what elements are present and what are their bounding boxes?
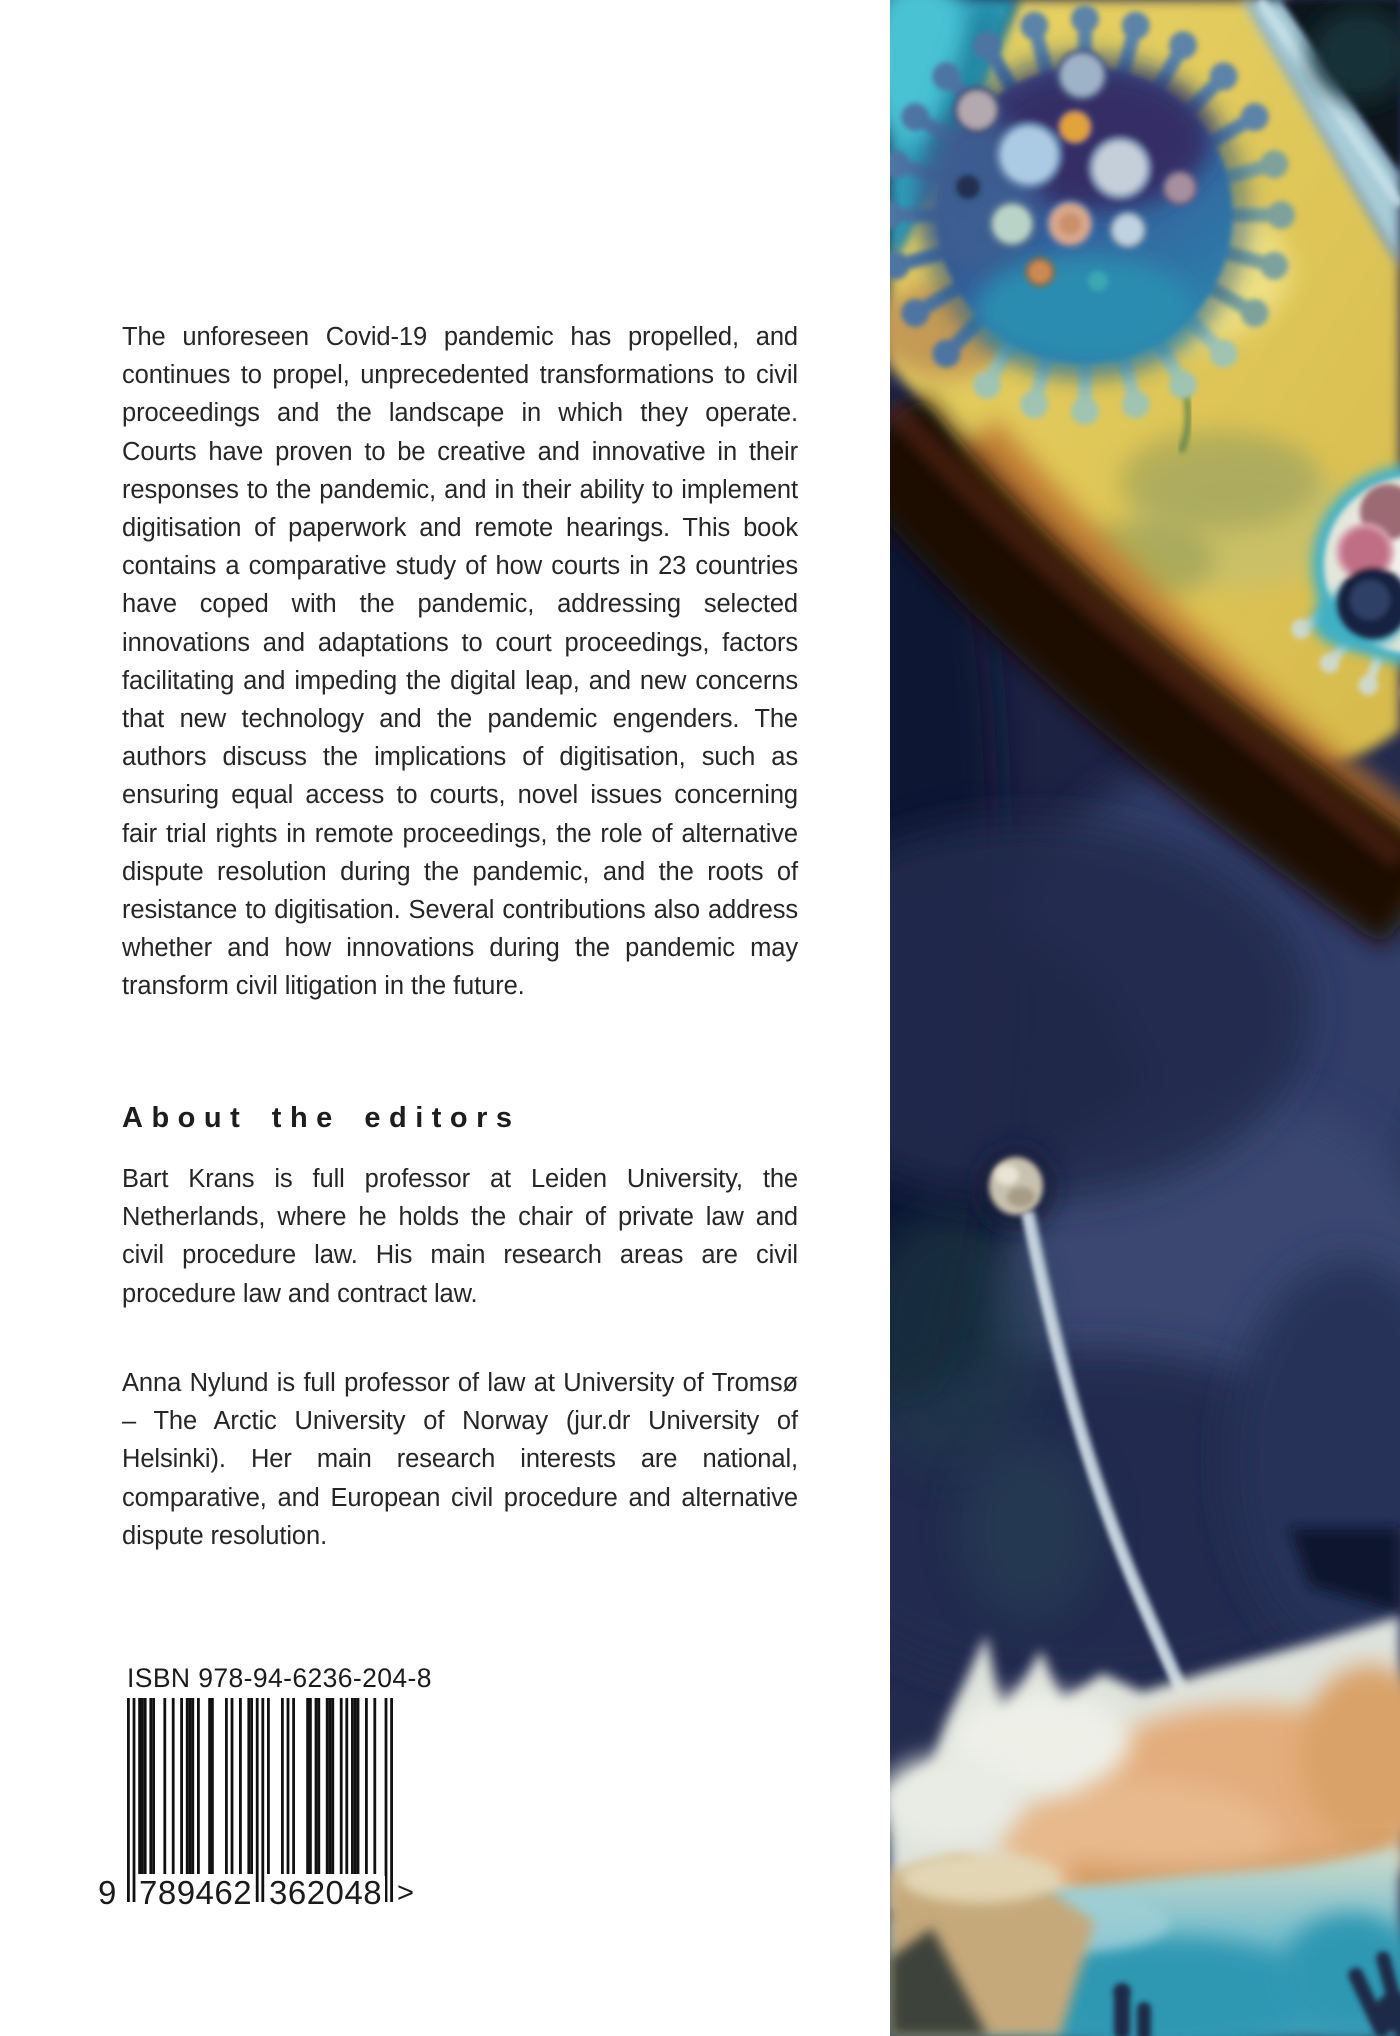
isbn-label: ISBN 978-94-6236-204-8 xyxy=(127,1663,432,1693)
virus-cell-large xyxy=(890,5,1295,425)
editor-bio-bart-krans: Bart Krans is full professor at Leiden University, the Netherlands, where he holds the chair of private law and civil procedure law. His main research areas are civil procedure law and contract law. xyxy=(122,1165,798,1308)
barcode-digits-right: 362048 xyxy=(266,1876,385,1909)
blurb-paragraph: The unforeseen Covid-19 pandemic has propelled, and continues to propel, unprecedented transformations to civil proceedings and the landscape in which they operate. Courts have proven to be creative and innovative in their responses to the pandemic, and in their ability to implement digitisation of paperwork and remote hearings. This book contains a comparative study of how courts in 23 countries have coped with the pandemic, addressing selected innovations and adaptations to court proceedings, factors facilitating and impeding the digital leap, and new concerns that new technology and the pandemic engenders. The authors discuss the implications of digitisation, such as ensuring equal access to courts, novel issues concerning fair trial rights in remote proceedings, the role of alternative dispute resolution during the pandemic, and the roots of resistance to digitisation. Several contributions also address whether and how innovations during the pandemic may transform civil litigation in the future. xyxy=(122,323,798,1001)
about-editors-heading: About the editors xyxy=(122,1102,521,1134)
cover-artwork xyxy=(890,0,1400,2036)
barcode-digits-left: 789462 xyxy=(136,1876,255,1909)
barcode-digit-first: 9 xyxy=(95,1876,120,1909)
barcode-suffix-chevron: > xyxy=(394,1879,417,1908)
editor-bio-anna-nylund: Anna Nylund is full professor of law at University of Tromsø – The Arctic University of Norway (jur.dr University of Helsinki). Her main research interests are national, comparative, and European civil procedure and alternative dispute resolution. xyxy=(122,1369,798,1550)
